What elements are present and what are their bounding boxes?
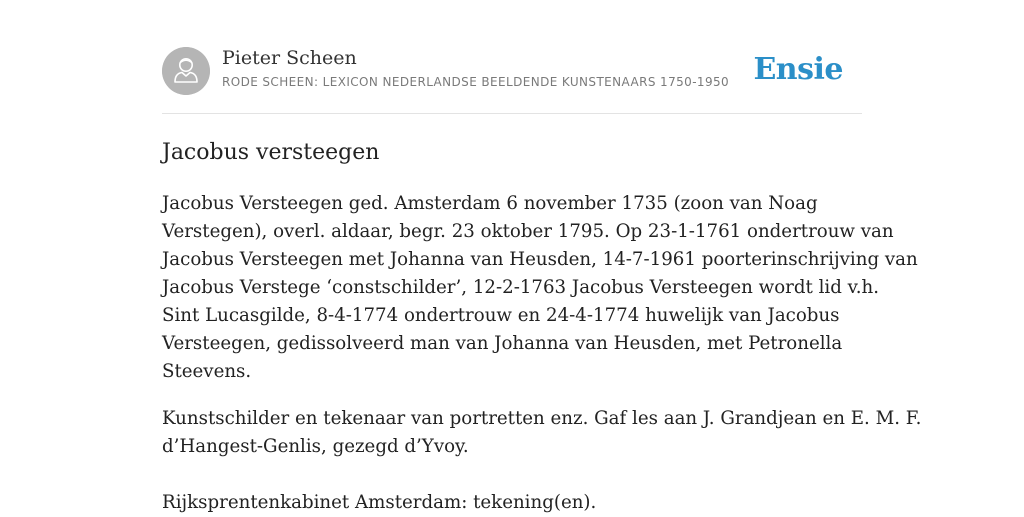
paragraph-line: Steevens. (162, 361, 252, 382)
paragraph-line: Jacobus Versteegen ged. Amsterdam 6 november 1735 (zoon van Noag (162, 193, 818, 214)
author-name[interactable]: Pieter Scheen (222, 47, 357, 69)
paragraph-biography (162, 190, 918, 386)
paragraph-line: d’Hangest-Genlis, gezegd d’Yvoy. (162, 436, 469, 457)
paragraph-collections (162, 489, 862, 517)
article-title: Jacobus versteegen (162, 140, 380, 165)
paragraph-line: Versteegen, gedissolveerd man van Johanna van Heusden, met Petronella (162, 333, 843, 354)
paragraph-profession (162, 405, 922, 461)
source-title[interactable]: RODE SCHEEN: LEXICON NEDERLANDSE BEELDENDE KUNSTENAARS 1750-1950 (222, 75, 730, 89)
paragraph-line: Rijksprentenkabinet Amsterdam: tekening(en). (162, 492, 597, 513)
paragraph-line: Jacobus Verstege ‘constschilder’, 12-2-1763 Jacobus Versteegen wordt lid v.h. (162, 277, 880, 298)
article-page (162, 46, 922, 513)
article-header (162, 46, 862, 114)
ensie-logo[interactable]: Ensie (753, 52, 843, 87)
user-silhouette-icon (162, 47, 210, 95)
author-avatar[interactable] (162, 47, 210, 95)
paragraph-line: Verstegen), overl. aldaar, begr. 23 oktober 1795. Op 23-1-1761 ondertrouw van (162, 221, 894, 242)
paragraph-line: Kunstschilder en tekenaar van portretten enz. Gaf les aan J. Grandjean en E. M. F. (162, 408, 922, 429)
article-body (162, 190, 922, 517)
paragraph-line: Jacobus Versteegen met Johanna van Heusden, 14-7-1961 poorterinschrijving van (162, 249, 918, 270)
paragraph-line: Sint Lucasgilde, 8-4-1774 ondertrouw en 24-4-1774 huwelijk van Jacobus (162, 305, 840, 326)
